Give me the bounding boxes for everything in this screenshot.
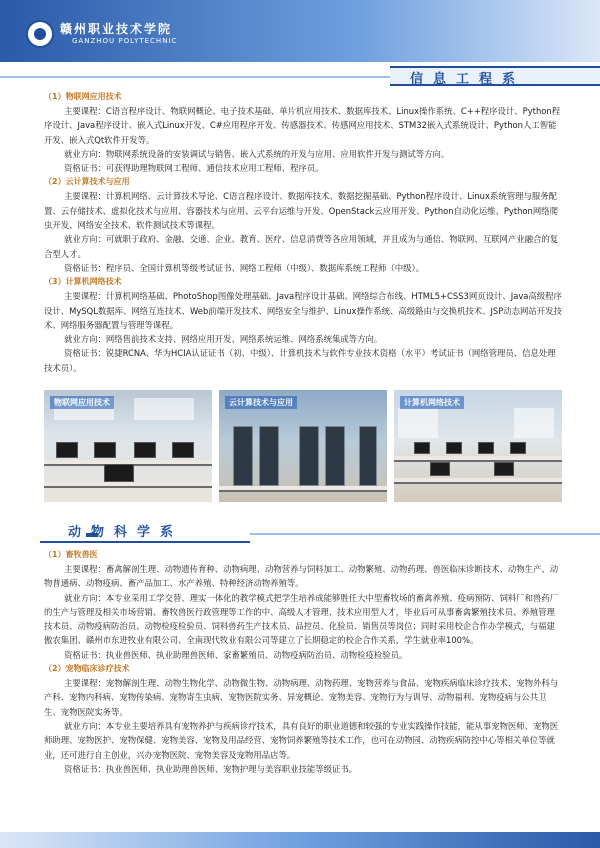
major-courses: 主要课程：计算机网络基础、PhotoShop图像处理基础、Java程序设计基础、网络综合布线、HTML5+CSS3网页设计、Java高级程序设计、MySQL数据库、网络互连技术、Web前端开发技术、网络安全与维护、Linux操作系统、高级路由与交换机技术、JSP动态网站开发技术、网络服务器配置与管理等课程。	[44, 291, 562, 330]
major-certs: 资格证书：执业兽医师、执业助理兽医师、家畜繁殖员、动物疫病防治员、动物检疫检验员。	[64, 649, 408, 660]
major-courses: 主要课程：宠物解剖生理、动物生物化学、动物微生物、动物病理、动物药理、宠物营养与食品、宠物疾病临床诊疗技术、宠物外科与产科、宠物内科病、宠物传染病、宠物寄生虫病、宠物医院实务、异宠概论、宠物美容、宠物行为与训导、动物福利、宠物疫病与公共卫生、宠物医院实务等。	[44, 678, 559, 717]
major-courses: 主要课程：计算机网络、云计算技术导论、C语言程序设计、数据库技术、数据挖掘基础、Python程序设计、Linux系统管理与服务配置、云存储技术、虚拟化技术与应用、容器技术与应用、云平台运维与开发、OpenStack云应用开发、Python自动化运维、Python网络爬虫开发、网络安全技术、软件测试技术等课程。	[44, 191, 558, 231]
major-title: （1）畜牧兽医	[44, 550, 98, 559]
lab-photo	[44, 390, 212, 502]
school-emblem-icon	[26, 20, 54, 48]
major-employment: 就业方向：物联网系统设备的安装调试与销售、嵌入式系统的开发与应用、应用软件开发与测试等方向。	[64, 148, 450, 159]
major-courses: 主要课程：畜禽解剖生理、动物遗传育种、动物病理、动物营养与饲料加工、动物繁殖、动物药理、兽医临床诊断技术、动物生产、动物普通病、动物疫病、畜产品加工、水产养殖、特种经济动物养殖等。	[44, 564, 559, 589]
footer-band	[0, 832, 600, 848]
major-certs: 资格证书：可获得助理物联网工程师、通信技术应用工程师、程序员。	[64, 163, 324, 174]
major-certs: 资格证书：执业兽医师、执业助理兽医师、宠物护理与美容职业技能等级证书。	[64, 763, 358, 774]
info-section-body	[44, 90, 562, 375]
animal-section-header	[0, 521, 600, 543]
major-certs: 资格证书：程序员、全国计算机等级考试证书、网络工程师（中级）、数据库系统工程师（中级）。	[64, 262, 425, 273]
major-certs: 资格证书：锐捷RCNA、华为HCIA认证证书（初、中级）、计算机技术与软件专业技术资格（水平）考试证书（网络管理员、信息处理技术员）。	[44, 348, 556, 373]
info-section-title: 信息工程系	[410, 72, 526, 87]
info-section-header	[0, 66, 600, 86]
major-title: （3）计算机网络技术	[44, 277, 122, 287]
major-title: （2）云计算技术与应用	[44, 177, 130, 187]
school-name-en: GANZHOU POLYTECHNIC	[72, 37, 178, 45]
school-name-cn: 赣州职业技术学院	[60, 22, 173, 36]
major-employment: 就业方向：本专业采用工学交替、理实一体化的教学模式把学生培养成能够胜任大中型畜牧场的畜禽养殖、疫病预防、饲料厂和兽药厂的生产与管理及相关市场营销、畜牧兽医行政管理等工作的中、高级人才管理、技术应用型人才，毕业后可从事畜禽繁殖技术员、养殖管理技术员、动物疫病防治员、动物检疫检验员、饲料兽药生产技术员、品控员、化验员、销售员等岗位；同时采用校企合作办学模式，与福建傲农集团、赣州市东进牧业有限公司、全南现代牧业有限公司等建立了长期稳定的校企合作关系，学生就业率100%。	[44, 592, 559, 646]
divider	[250, 533, 600, 535]
major-title: （1）物联网应用技术	[44, 92, 122, 101]
photo-caption: 计算机网络技术	[400, 396, 464, 409]
divider	[0, 76, 390, 78]
header-band	[0, 0, 600, 62]
photo-caption: 物联网应用技术	[50, 396, 114, 409]
animal-section-title: 动物科学系	[68, 525, 184, 540]
lab-photo	[219, 390, 387, 502]
major-courses: 主要课程：C语言程序设计、物联网概论、电子技术基础、单片机应用技术、数据库技术、Linux操作系统、C++程序设计、Python程序设计、Java程序设计、嵌入式Linux开发、C#应用程序开发、传感器技术、传感网应用技术、STM32嵌入式系统设计、Python人工智能开发、嵌入式Qt软件开发等。	[44, 106, 561, 145]
major-employment: 就业方向：网络售前技术支持、网络应用开发、网络系统运维、网络系统集成等方向。	[64, 334, 383, 345]
school-logo	[26, 20, 216, 50]
major-employment: 就业方向：本专业主要培养具有宠物养护与疾病诊疗技术，具有良好的职业道德和较强的专业实践操作技能，能从事宠物医师、宠物医师助理、宠物医护、宠物保健、宠物美容、宠物及用品经营、宠物饲养繁殖等技术工作，也可在动物园、动物疾病防控中心等相关单位等就业，还可进行自主创业，兴办宠物医院、宠物美容及宠物用品店等。	[44, 720, 559, 760]
major-title: （2）宠物临床诊疗技术	[44, 664, 130, 674]
major-employment: 就业方向：可就职于政府、金融、交通、企业、教育、医疗、信息消费等各应用领域，并且成为与通信、物联网、互联网产业融合的复合型人才。	[44, 234, 559, 259]
lab-photos	[44, 390, 562, 502]
lab-photo	[394, 390, 562, 502]
animal-section-body	[44, 548, 562, 776]
photo-caption: 云计算技术与应用	[225, 396, 297, 409]
